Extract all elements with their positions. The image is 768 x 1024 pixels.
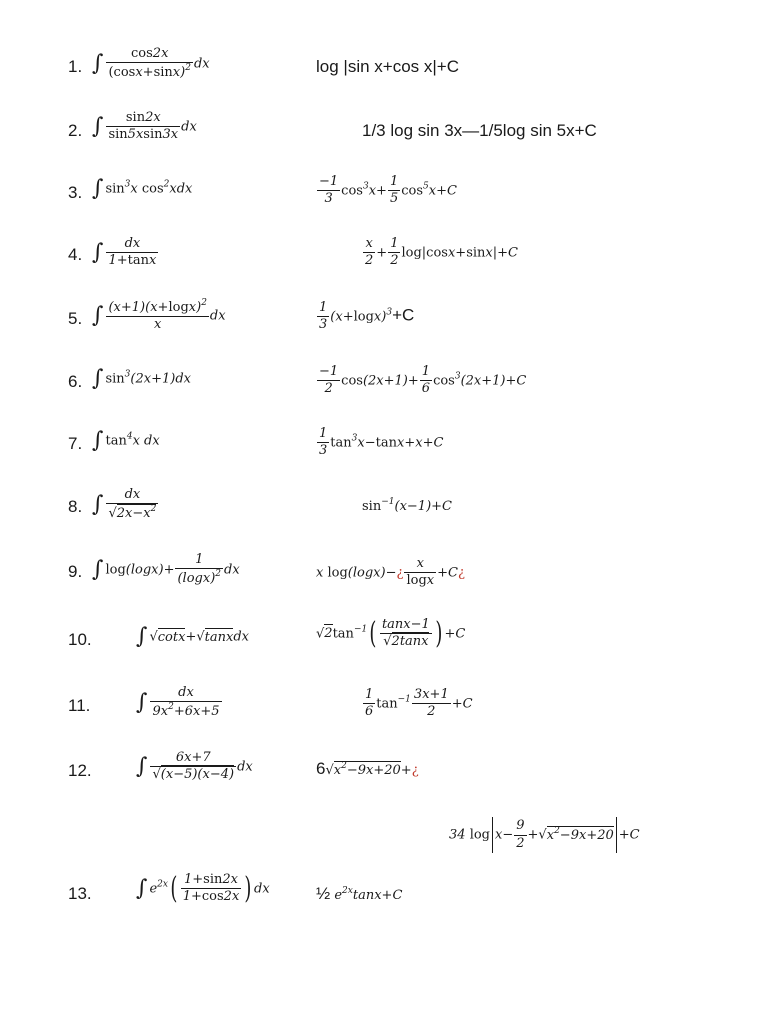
problem-11-answer: $\frac{1}{6}$ $\tan^{-1}$ $\frac{3x+1}{2}$ +C <box>365 687 473 720</box>
problem-number: 8. <box>68 497 83 516</box>
problem-9-answer: x log(logx)−¿ $\frac{x}{\log x}$ +C¿ <box>316 556 465 589</box>
problem-number: 7. <box>68 434 83 453</box>
problem-13-integral: ∫ $e^{2x}$( $\frac{1+\sin 2x}{1+\cos 2x}$ ) dx <box>136 870 270 906</box>
problem-8-answer: $\sin^{-1}(x-1)+C$ <box>362 497 452 514</box>
problem-8-integral: ∫ $\frac{dx}{√2x-x^2}$ <box>92 487 157 522</box>
problem-number: 9. <box>68 562 83 581</box>
problem-3-integral: ∫ $\sin^3x$ $\cos^2xdx$ <box>92 176 193 201</box>
problem-10-answer: $√2\tan^{-1}$( $\frac{\tan x-1}{√2\tan x}$ ) +C <box>316 615 466 651</box>
problem-1-answer: log |sin x+cos x|+C <box>316 57 460 76</box>
problem-1-integral: ∫ $\frac{\cos 2x}{(\cos x+\sin x)^2}$ dx <box>92 46 210 81</box>
problem-12-integral: ∫ $\frac{6x+7}{√(x-5)(x-4)}$ dx <box>136 750 253 783</box>
problem-7-integral: ∫ $\tan^4x$ dx <box>92 428 160 453</box>
problem-number: 4. <box>68 245 83 264</box>
problem-number: 2. <box>68 121 83 140</box>
problem-10-integral: ∫ √cotx+√tanxdx <box>136 624 249 649</box>
problem-4-answer: $\frac{x}{2}$ + $\frac{1}{2}$ log|cosx+sinx|+C <box>365 236 518 269</box>
problem-12-answer-continued: 34 log x− $\frac{9}{2}$ $+√x^2-9x+20 +C$ <box>449 817 640 853</box>
problem-6-answer: $\frac{-1}{2}$ cos(2x+1)+ $\frac{1}{6}$ $\cos^3(2x+1)+C$ <box>319 364 527 397</box>
problem-number: 12. <box>68 761 92 780</box>
problem-11-integral: ∫ $\frac{dx}{9x^2+6x+5}$ <box>136 685 220 720</box>
problem-number: 13. <box>68 884 92 903</box>
problem-number: 6. <box>68 372 83 391</box>
problem-5-integral: ∫ $\frac{(x+1)(x+\log x)^2}{x}$ dx <box>92 298 226 333</box>
problem-7-answer: $\frac{1}{3}$ $\tan^3x-\tan x+x+C$ <box>319 426 444 459</box>
problem-3-answer: $\frac{-1}{3}$ $\cos^3x+$ $\frac{1}{5}$ $\cos^5x+C$ <box>319 174 457 207</box>
problem-4-integral: ∫ $\frac{dx}{1+\tan x}$ <box>92 236 157 269</box>
problem-number: 11. <box>68 696 91 715</box>
problem-number: 1. <box>68 57 83 76</box>
problem-13-answer: ½ $e^{2x}\tan x+C$ <box>316 884 403 903</box>
problem-12-answer: $6√x^2-9x+20+¿$ <box>316 759 419 778</box>
problem-5-answer: $\frac{1}{3}$ $(x+\log x)^3+C$ <box>319 300 415 333</box>
problem-number: 10. <box>68 630 92 649</box>
problem-number: 5. <box>68 309 83 328</box>
problem-number: 3. <box>68 183 83 202</box>
problem-6-integral: ∫ $\sin^3(2x+1)dx$ <box>92 366 191 391</box>
problem-2-answer: 1/3 log sin 3x—1/5log sin 5x+C <box>362 121 597 140</box>
problem-9-integral: ∫ log(logx)+ $\frac{1}{(\log x)^2}$ dx <box>92 552 240 587</box>
problem-2-integral: ∫ $\frac{\sin 2x}{\sin 5xsin3x}$ dx <box>92 110 197 143</box>
